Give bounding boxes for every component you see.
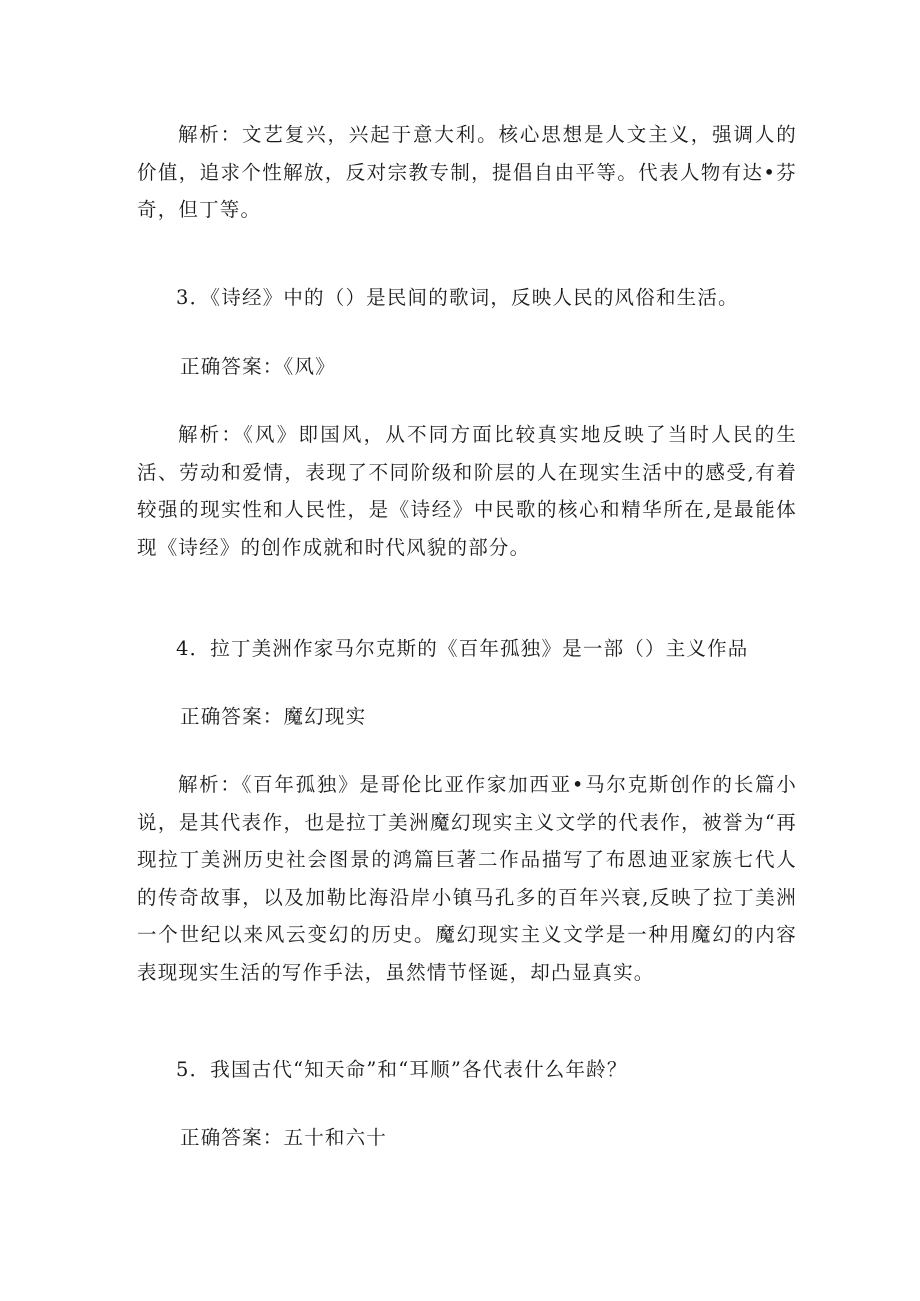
analysis-paragraph: 解析：《百年孤独》是哥伦比亚作家加西亚•马尔克斯创作的长篇小说，是其代表作，也是拉丁美洲魔幻现实主义文学的代表作，被誉为“再现拉丁美洲历史社会图景的鸿篇巨著二作品描写了布恩迪亚家族七代人的传奇故事，以及加勒比海沿岸小镇马孔多的百年兴衰,反映了拉丁美洲一个世纪以来风云变幻的历史。魔幻现实主义文学是一种用魔幻的内容表现现实生活的写作手法，虽然情节怪诞，却凸显真实。 [137,773,797,984]
question-5: 5．我国古代“知天命”和“耳顺”各代表什么年龄？ [176,1058,628,1081]
answer-4: 正确答案：魔幻现实 [180,705,367,728]
answer-3: 正确答案：《风》 [180,355,336,378]
question-3: 3．《诗经》中的（）是民间的歌词，反映人民的风俗和生活。 [176,286,739,309]
question-4: 4．拉丁美洲作家马尔克斯的《百年孤独》是一部（）主义作品 [176,637,749,660]
answer-5: 正确答案：五十和六十 [180,1126,388,1149]
analysis-paragraph: 解析：文艺复兴，兴起于意大利。核心思想是人文主义，强调人的价值，追求个性解放，反对宗教专制，提倡自由平等。代表人物有达•芬奇，但丁等。 [137,123,797,221]
analysis-paragraph: 解析：《风》即国风，从不同方面比较真实地反映了当时人民的生活、劳动和爱情，表现了不同阶级和阶层的人在现实生活中的感受,有着较强的现实性和人民性，是《诗经》中民歌的核心和精华所在,是最能体现《诗经》的创作成就和时代风貌的部分。 [137,423,797,559]
